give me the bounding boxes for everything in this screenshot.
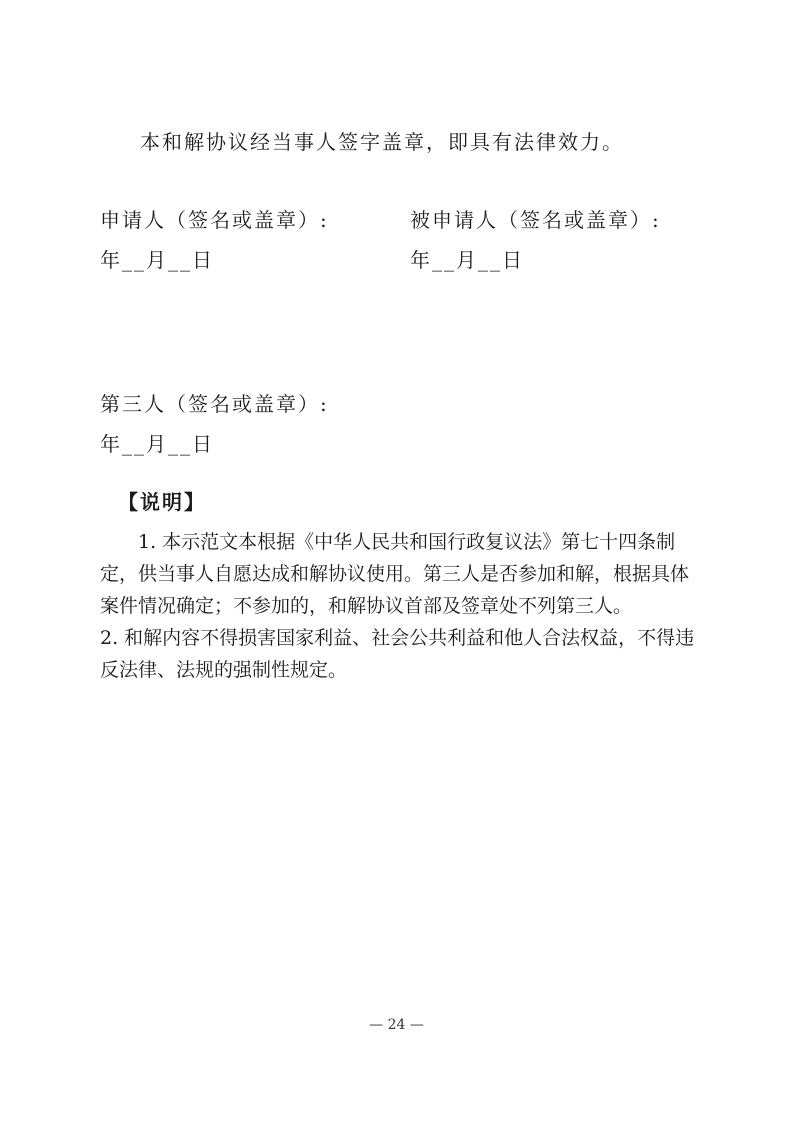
third-party-signature-label: 第三人（签名或盖章）: bbox=[100, 392, 329, 416]
closing-statement: 本和解协议经当事人签字盖章，即具有法律效力。 bbox=[140, 130, 624, 154]
page-number: — 24 — bbox=[369, 1017, 424, 1033]
note-item-2: 2. 和解内容不得损害国家利益、社会公共利益和他人合法权益，不得违反法律、法规的强制性规定。 bbox=[100, 627, 695, 681]
third-party-date: 年__月__日 bbox=[100, 432, 214, 456]
respondent-signature-label: 被申请人（签名或盖章）: bbox=[410, 208, 661, 232]
applicant-date: 年__月__日 bbox=[100, 248, 214, 272]
notes-heading: 【说明】 bbox=[118, 490, 206, 514]
notes-body bbox=[100, 526, 700, 686]
applicant-signature-label: 申请人（签名或盖章）: bbox=[100, 208, 329, 232]
respondent-date: 年__月__日 bbox=[410, 248, 524, 272]
note-item-1: 1. 本示范文本根据《中华人民共和国行政复议法》第七十四条制定，供当事人自愿达成和解协议使用。第三人是否参加和解，根据具体案件情况确定；不参加的，和解协议首部及签章处不列第三人。 bbox=[100, 531, 690, 617]
